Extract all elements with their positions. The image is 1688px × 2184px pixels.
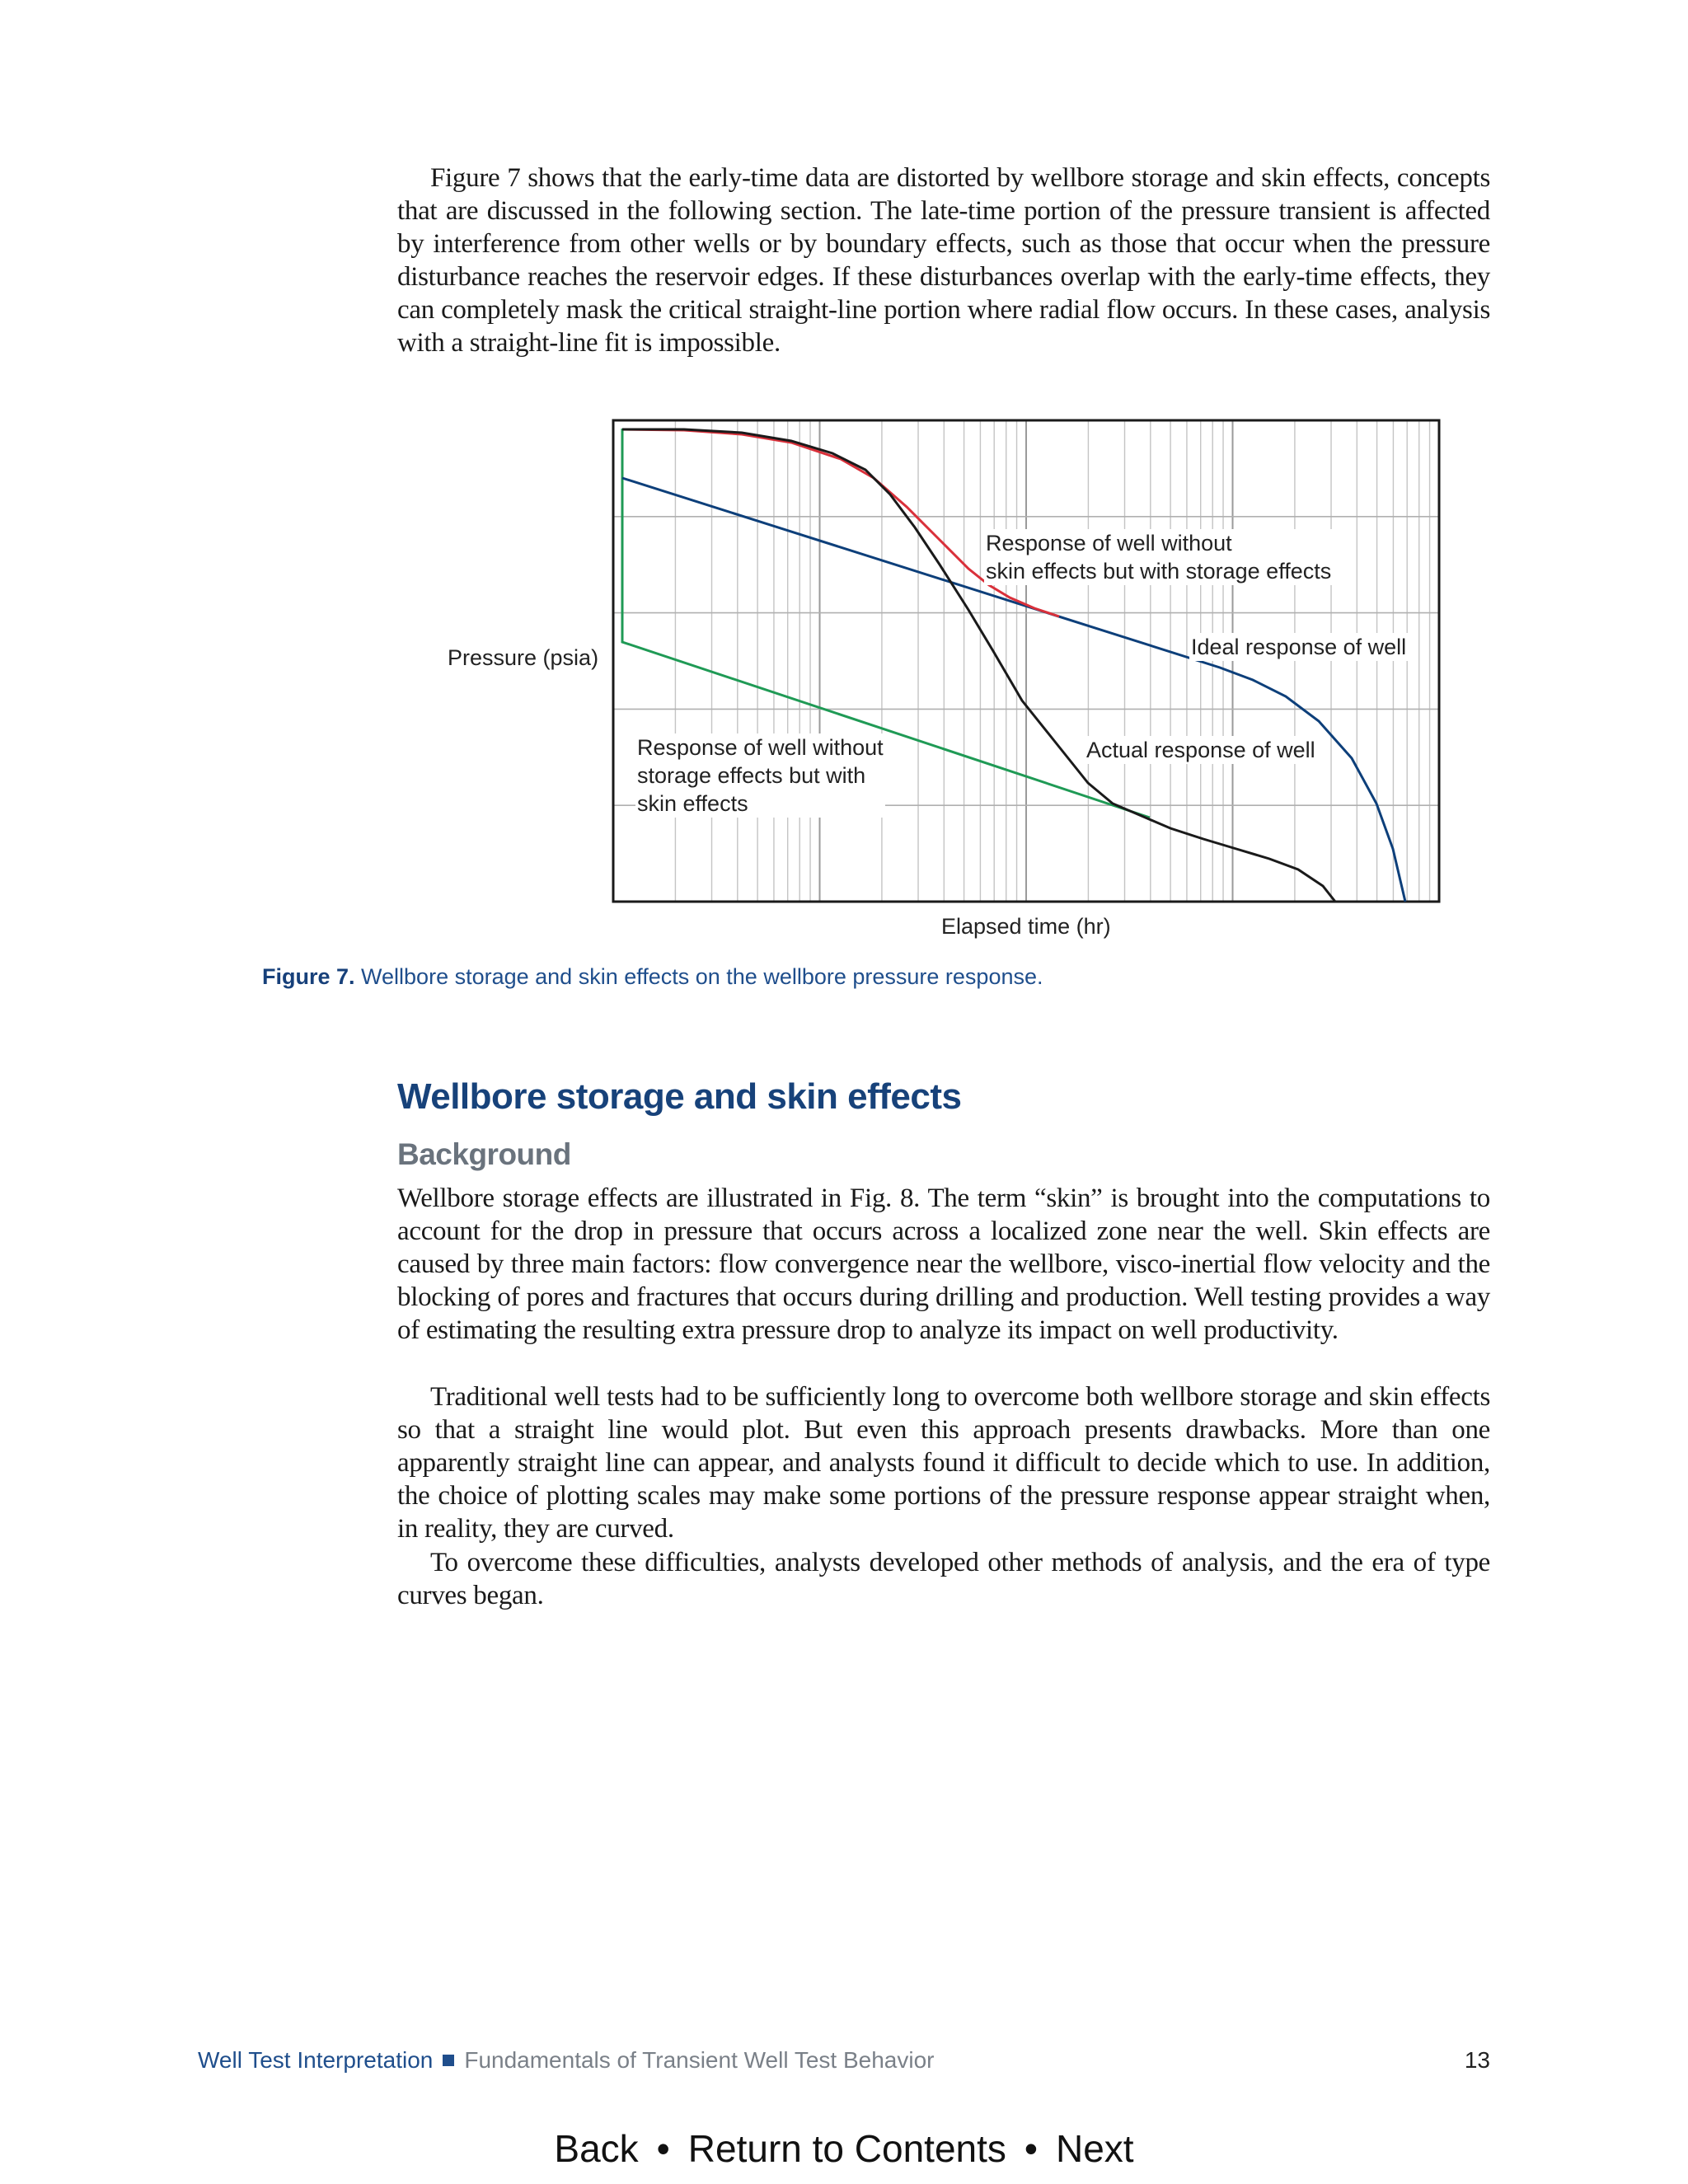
actual-response-curve [622,429,1335,902]
background-paragraph-3: To overcome these difficulties, analysts developed other methods of analysis, and the era of type curves began. [397,1548,1490,1610]
skin-label-line-1: Response of well without [637,735,884,760]
skin-label-line-2: storage effects but with [637,763,866,788]
back-link[interactable]: Back [554,2127,639,2170]
subsection-title: Background [397,1137,571,1171]
next-link[interactable]: Next [1056,2127,1134,2170]
plot-frame [613,420,1439,902]
storage-label-line-1: Response of well without [986,531,1232,555]
figure-caption [262,964,1043,990]
x-axis-label: Elapsed time (hr) [941,914,1111,939]
skin-effects-label [635,733,885,818]
pressure-response-chart [0,0,1688,989]
actual-response-label: Actual response of well [1086,738,1315,762]
footer-title: Well Test Interpretation [198,2047,434,2073]
skin-label-line-3: skin effects [637,791,748,816]
storage-label-line-2: skin effects but with storage effects [986,559,1332,583]
nav-separator: • [1024,2127,1038,2170]
page-navigation [0,2126,1688,2171]
ideal-response-label: Ideal response of well [1191,635,1407,659]
footer-subtitle: Fundamentals of Transient Well Test Behavior [464,2047,935,2073]
return-to-contents-link[interactable]: Return to Contents [687,2127,1006,2170]
skin-effects-curve [622,429,1150,818]
intro-paragraph: Figure 7 shows that the early-time data are distorted by wellbore storage and skin effects, concepts that are discussed in the following section. The late-time portion of the pressure transient is affected by interference from other wells or by boundary effects, such as those that occur when the pressure disturbance reaches the reservoir edges. If these disturbances overlap with the early-time effects, they can completely mask the critical straight-line portion where radial flow occurs. In these cases, analysis with a straight-line fit is impossible. [397,163,1490,358]
y-axis-label: Pressure (psia) [448,645,599,670]
footer-square-icon [443,2055,454,2066]
storage-effects-label [984,529,1333,585]
page-footer [198,2047,1490,2074]
caption-figure-number: Figure 7. [262,964,355,989]
page-number: 13 [1464,2047,1490,2073]
background-paragraph-2: Traditional well tests had to be sufficiently long to overcome both wellbore storage and skin effects so that a straight line would plot. But even this approach presents drawbacks. More than one apparently straight line can appear, and analysts found it difficult to decide which to use. In addition, the choice of plotting scales may make some portions of the pressure response appear straight when, in reality, they are curved. [397,1382,1490,1544]
background-paragraph-1: Wellbore storage effects are illustrated in Fig. 8. The term “skin” is brought into the computations to account for the drop in pressure that occurs across a localized zone near the well. Skin effects are caused by three main factors: flow convergence near the wellbore, visco-inertial flow velocity and the blocking of pores and fractures that occurs during drilling and production. Well testing provides a way of estimating the resulting extra pressure drop to analyze its impact on well productivity. [397,1183,1490,1345]
section-title: Wellbore storage and skin effects [397,1076,962,1117]
nav-separator: • [656,2127,670,2170]
storage-effects-curve [622,429,1059,616]
ideal-response-curve [622,478,1405,902]
caption-text: Wellbore storage and skin effects on the wellbore pressure response. [354,964,1043,989]
figure-7 [0,0,1688,989]
